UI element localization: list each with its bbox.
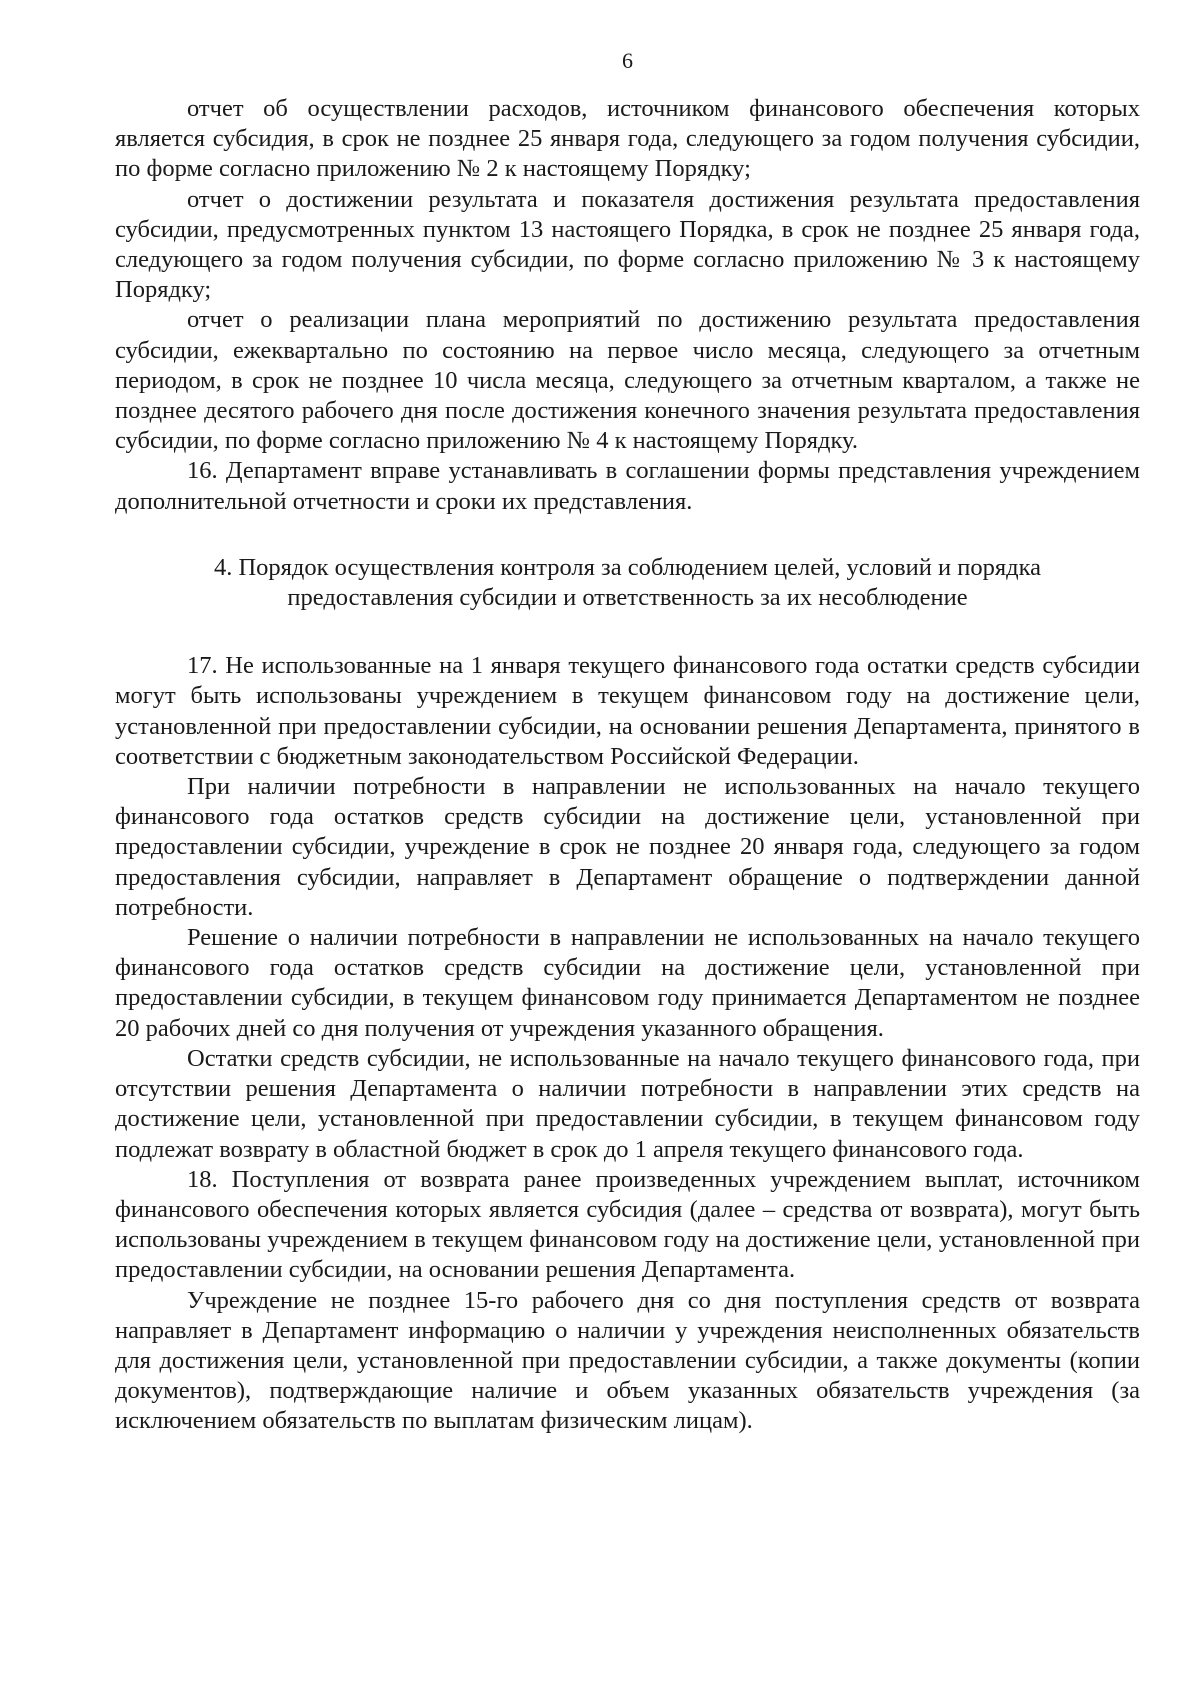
page-number: 6 bbox=[622, 48, 633, 73]
paragraph-decision: Решение о наличии потребности в направлении не использованных на начало текущего финансового года остатков средств субсидии на достижение цели, установленной при предоставлении субсидии, в текущем финансовом году принимается Департаментом не позднее 20 рабочих дней со дня получения от учреждения указанного обращения. bbox=[115, 924, 1140, 1042]
paragraph-item-17: 17. Не использованные на 1 января текущего финансового года остатки средств субсидии могут быть использованы учреждением в текущем финансовом году на достижение цели, установленной при предоставлении субсидии, на основании решения Департамента, принятого в соответствии с бюджетным законодательством Российской Федерации. bbox=[115, 652, 1140, 770]
paragraph-need-request: При наличии потребности в направлении не использованных на начало текущего финансового года остатков средств субсидии на достижение цели, установленной при предоставлении субсидии, учреждение в срок не позднее 20 января года, следующего за годом предоставления субсидии, направляет в Департамент обращение о подтверждении данной потребности. bbox=[115, 773, 1140, 921]
paragraph-report-expenses: отчет об осуществлении расходов, источником финансового обеспечения которых является субсидия, в срок не позднее 25 января года, следующего за годом получения субсидии, по форме согласно приложению № 2 к настоящему Порядку; bbox=[115, 95, 1140, 183]
paragraph-item-18: 18. Поступления от возврата ранее произведенных учреждением выплат, источником финансового обеспечения которых является субсидия (далее – средства от возврата), могут быть использованы учреждением в текущем финансовом году на достижение цели, установленной при предоставлении субсидии, на основании решения Департамента. bbox=[115, 1165, 1140, 1284]
paragraph-item-16: 16. Департамент вправе устанавливать в соглашении формы представления учреждением дополнительной отчетности и сроки их представления. bbox=[115, 457, 1140, 515]
paragraph-report-plan: отчет о реализации плана мероприятий по достижению результата предоставления субсидии, ежеквартально по состоянию на первое число месяца, следующего за отчетным периодом, в срок не позднее 10 числа месяца, следующего за отчетным кварталом, а также не позднее десятого рабочего дня после достижения конечного значения результата предоставления субсидии, по форме согласно приложению № 4 к настоящему Порядку. bbox=[115, 306, 1140, 455]
paragraph-report-result: отчет о достижении результата и показателя достижения результата предоставления субсидии, предусмотренных пунктом 13 настоящего Порядка, в срок не позднее 25 января года, следующего за годом получения субсидии, по форме согласно приложению № 3 к настоящему Порядку; bbox=[115, 185, 1140, 304]
paragraph-remaining-funds: Остатки средств субсидии, не использованные на начало текущего финансового года, при отсутствии решения Департамента о наличии потребности в направлении этих средств на достижение цели, установленной при предоставлении субсидии, в текущем финансовом году подлежат возврату в областной бюджет в срок до 1 апреля текущего финансового года. bbox=[115, 1044, 1140, 1163]
section-heading-line-1: 4. Порядок осуществления контроля за соблюдением целей, условий и порядка bbox=[213, 553, 1042, 581]
section-heading-line-2: предоставления субсидии и ответственность за их несоблюдение bbox=[287, 584, 968, 612]
section-heading bbox=[115, 553, 1140, 613]
document-page bbox=[115, 46, 1140, 1437]
paragraph-institution-info: Учреждение не позднее 15-го рабочего дня со дня поступления средств от возврата направляет в Департамент информацию о наличии у учреждения неисполненных обязательств для достижения цели, установленной при предоставлении субсидии, а также документы (копии документов), подтверждающие наличие и объем указанных обязательств учреждения (за исключением обязательств по выплатам физическим лицам). bbox=[115, 1286, 1140, 1435]
